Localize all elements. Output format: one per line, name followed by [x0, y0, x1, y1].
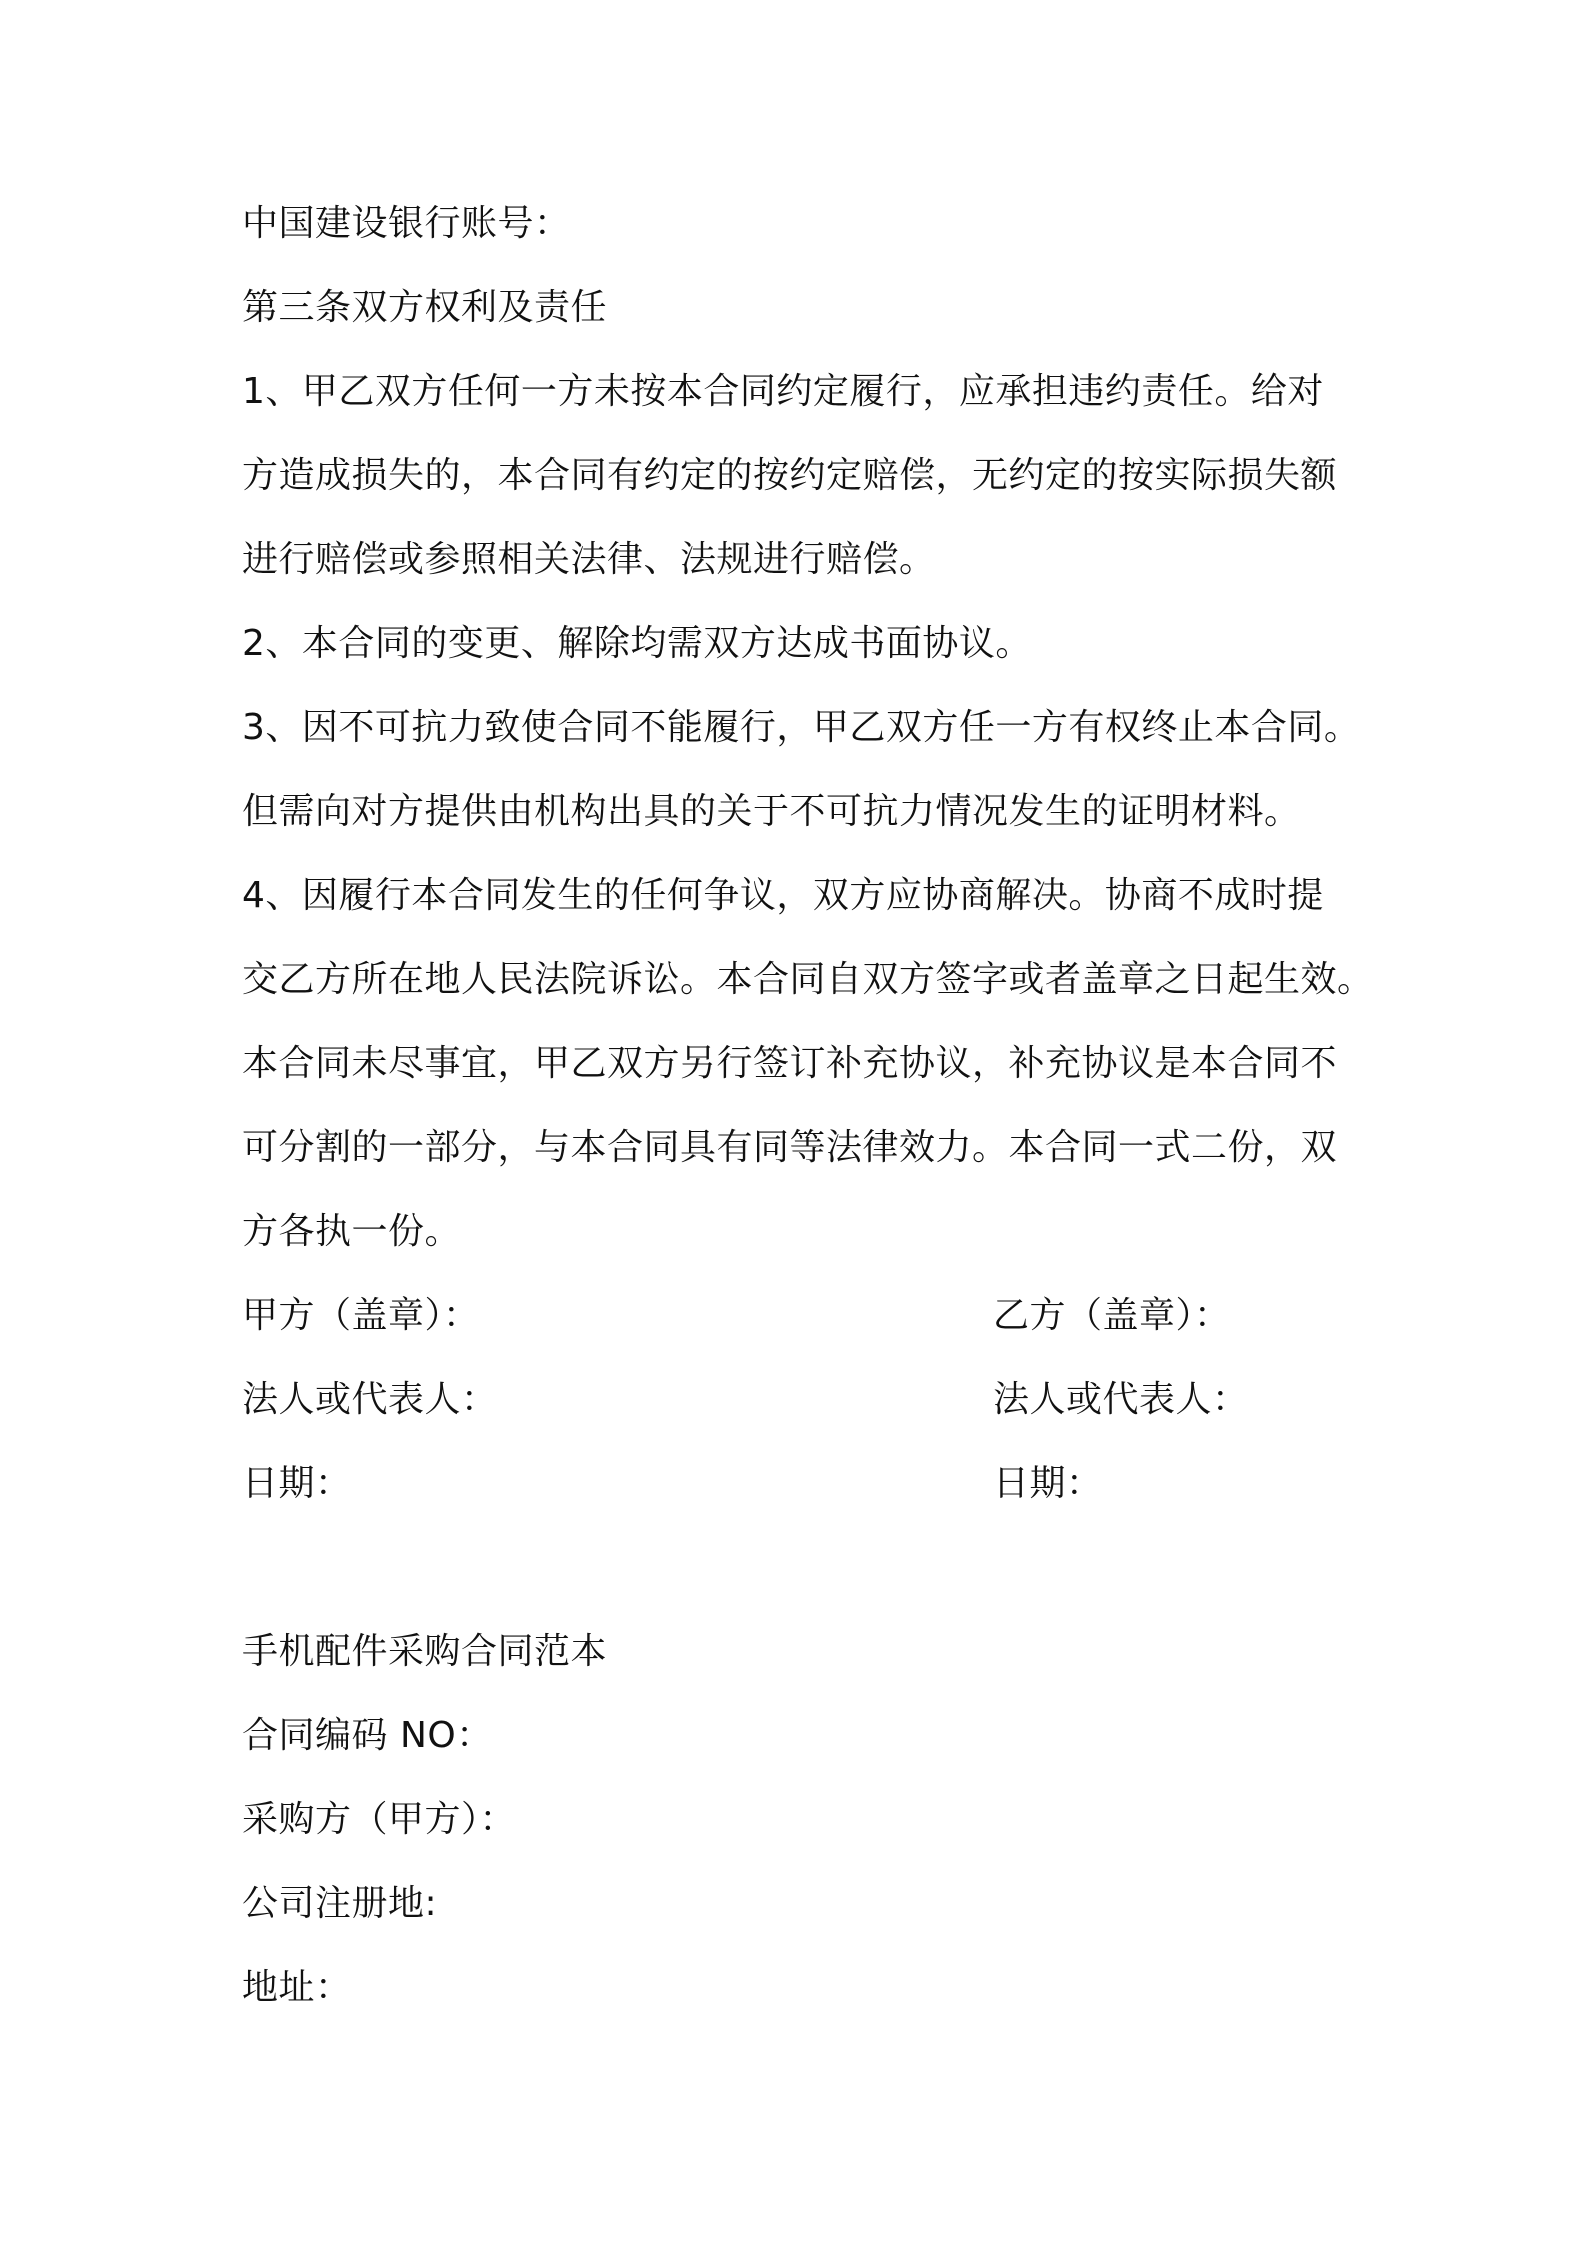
party-b-date-label: 日期： [993, 1463, 1103, 1504]
bank-account-line: 中国建设银行账号： [242, 203, 571, 244]
paragraph-line: 进行赔偿或参照相关法律、法规进行赔偿。 [242, 539, 936, 580]
party-b-representative-label: 法人或代表人： [993, 1379, 1249, 1420]
party-a-representative-label: 法人或代表人： [242, 1379, 498, 1420]
paragraph-line: 方各执一份。 [242, 1211, 462, 1252]
purchaser-label: 采购方（甲方）： [242, 1799, 517, 1840]
registered-address-label: 公司注册地: [242, 1883, 438, 1924]
paragraph-line: 3、因不可抗力致使合同不能履行，甲乙双方任一方有权终止本合同。 [242, 707, 1361, 748]
paragraph-line: 交乙方所在地人民法院诉讼。本合同自双方签字或者盖章之日起生效。 [242, 959, 1374, 1000]
contract-number-label: 合同编码 NO： [242, 1715, 493, 1756]
contract-title: 手机配件采购合同范本 [242, 1631, 608, 1672]
paragraph-line: 2、本合同的变更、解除均需双方达成书面协议。 [242, 623, 1032, 664]
paragraph-line: 本合同未尽事宜，甲乙双方另行签订补充协议，补充协议是本合同不 [242, 1043, 1338, 1084]
paragraph-line: 1、甲乙双方任何一方未按本合同约定履行，应承担违约责任。给对 [242, 371, 1324, 412]
paragraph-line: 方造成损失的，本合同有约定的按约定赔偿，无约定的按实际损失额 [242, 455, 1338, 496]
party-b-seal-label: 乙方（盖章）： [993, 1295, 1231, 1336]
paragraph-line: 可分割的一部分，与本合同具有同等法律效力。本合同一式二份，双 [242, 1127, 1338, 1168]
paragraph-line: 但需向对方提供由机构出具的关于不可抗力情况发生的证明材料。 [242, 791, 1301, 832]
paragraph-line: 4、因履行本合同发生的任何争议，双方应协商解决。协商不成时提 [242, 875, 1324, 916]
party-a-seal-label: 甲方（盖章）： [242, 1295, 480, 1336]
address-label: 地址： [242, 1967, 352, 2008]
section-heading: 第三条双方权利及责任 [242, 287, 608, 328]
party-a-date-label: 日期： [242, 1463, 352, 1504]
